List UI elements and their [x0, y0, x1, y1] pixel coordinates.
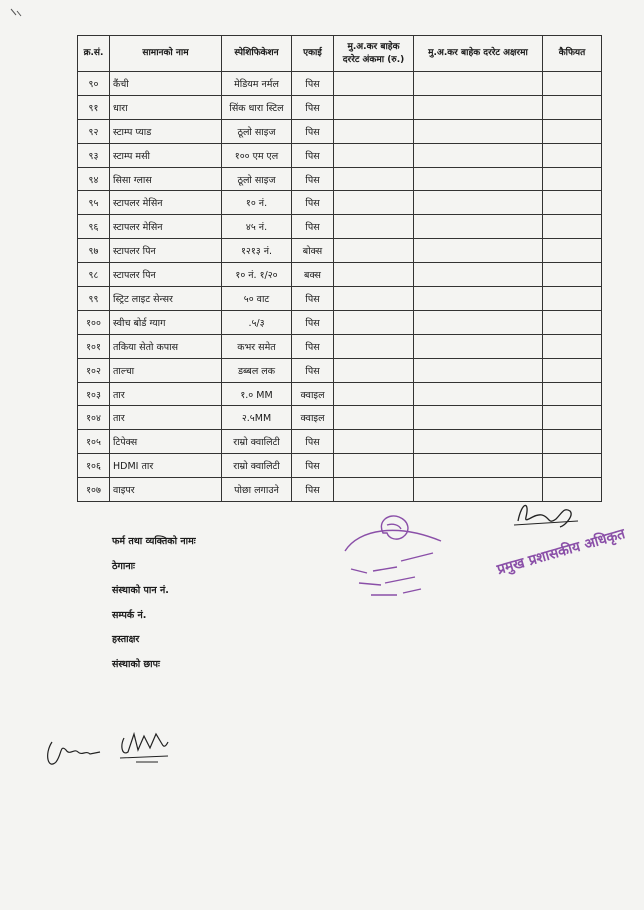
row-rate-figures	[334, 167, 414, 191]
row-remarks	[543, 310, 602, 334]
row-rate-figures	[334, 310, 414, 334]
row-name: धारा	[110, 95, 222, 119]
row-sn: ९८	[78, 263, 110, 287]
row-remarks	[543, 191, 602, 215]
row-name: स्टाम्प प्याड	[110, 119, 222, 143]
row-rate-figures	[334, 191, 414, 215]
row-rate-figures	[334, 287, 414, 311]
items-table	[77, 35, 602, 502]
row-spec: ठूलो साइज	[222, 167, 292, 191]
row-spec: १२१३ नं.	[222, 239, 292, 263]
row-unit: पिस	[292, 334, 334, 358]
row-rate-figures	[334, 406, 414, 430]
row-rate-words	[414, 263, 543, 287]
row-unit: पिस	[292, 215, 334, 239]
row-spec: ५० वाट	[222, 287, 292, 311]
row-rate-words	[414, 215, 543, 239]
row-remarks	[543, 454, 602, 478]
table-row	[78, 191, 602, 215]
pan-label: संस्थाको पान नं.	[112, 585, 169, 596]
row-remarks	[543, 430, 602, 454]
row-rate-figures	[334, 215, 414, 239]
row-unit: पिस	[292, 191, 334, 215]
row-name: सिसा ग्लास	[110, 167, 222, 191]
table-row	[78, 263, 602, 287]
row-spec: कभर समेत	[222, 334, 292, 358]
row-rate-words	[414, 310, 543, 334]
table-row	[78, 382, 602, 406]
row-rate-figures	[334, 478, 414, 502]
row-name: तार	[110, 406, 222, 430]
row-remarks	[543, 167, 602, 191]
row-rate-words	[414, 430, 543, 454]
table-row	[78, 143, 602, 167]
row-rate-words	[414, 382, 543, 406]
row-rate-figures	[334, 430, 414, 454]
row-remarks	[543, 119, 602, 143]
row-name: वाइपर	[110, 478, 222, 502]
row-unit: पिस	[292, 167, 334, 191]
row-sn: १०४	[78, 406, 110, 430]
bidder-details	[112, 534, 196, 681]
row-sn: १०२	[78, 358, 110, 382]
header-spec: स्पेशिफिकेशन	[222, 36, 292, 72]
row-rate-words	[414, 119, 543, 143]
row-rate-figures	[334, 358, 414, 382]
row-sn: ९०	[78, 72, 110, 96]
row-spec: १० नं. १/२०	[222, 263, 292, 287]
row-unit: पिस	[292, 143, 334, 167]
row-remarks	[543, 263, 602, 287]
row-name: स्टापलर पिन	[110, 239, 222, 263]
office-round-stamp	[337, 511, 449, 599]
row-unit: पिस	[292, 287, 334, 311]
row-rate-figures	[334, 382, 414, 406]
firm-name-label: फर्म तथा व्यक्तिको नामः	[112, 536, 196, 547]
row-rate-figures	[334, 239, 414, 263]
row-spec: राम्रो क्वालिटी	[222, 454, 292, 478]
row-remarks	[543, 406, 602, 430]
row-rate-words	[414, 287, 543, 311]
row-sn: ९७	[78, 239, 110, 263]
row-rate-figures	[334, 119, 414, 143]
header-sn: क्र.सं.	[78, 36, 110, 72]
row-sn: ९२	[78, 119, 110, 143]
row-unit: क्वाइल	[292, 406, 334, 430]
row-remarks	[543, 95, 602, 119]
row-name: तार	[110, 382, 222, 406]
row-unit: पिस	[292, 95, 334, 119]
table-row	[78, 72, 602, 96]
row-spec: २.५MM	[222, 406, 292, 430]
table-row	[78, 454, 602, 478]
table-row	[78, 406, 602, 430]
row-rate-figures	[334, 334, 414, 358]
header-rate-words: मु.अ.कर बाहेक दररेट अक्षरमा	[414, 36, 543, 72]
row-rate-figures	[334, 263, 414, 287]
row-name: स्टापलर मेसिन	[110, 215, 222, 239]
row-remarks	[543, 239, 602, 263]
row-name: स्टाम्प मसी	[110, 143, 222, 167]
contact-label: सम्पर्क नं.	[112, 609, 147, 621]
row-sn: ९६	[78, 215, 110, 239]
table-row	[78, 167, 602, 191]
header-rate-figures-line1: मु.अ.कर बाहेक	[347, 41, 400, 52]
row-rate-figures	[334, 72, 414, 96]
row-rate-figures	[334, 95, 414, 119]
row-rate-words	[414, 358, 543, 382]
row-rate-words	[414, 143, 543, 167]
row-name: स्ट्रिट लाइट सेन्सर	[110, 287, 222, 311]
bidder-signature	[40, 722, 180, 772]
row-spec: मेडियम नर्मल	[222, 72, 292, 96]
row-rate-words	[414, 191, 543, 215]
row-unit: बक्स	[292, 263, 334, 287]
seal-label: संस्थाको छापः	[112, 658, 160, 670]
row-rate-words	[414, 334, 543, 358]
row-sn: ९५	[78, 191, 110, 215]
row-spec: १०० एम एल	[222, 143, 292, 167]
row-remarks	[543, 382, 602, 406]
header-name: सामानको नाम	[110, 36, 222, 72]
row-spec: ठूलो साइज	[222, 119, 292, 143]
row-name: HDMI तार	[110, 454, 222, 478]
row-unit: पिस	[292, 430, 334, 454]
table-row	[78, 239, 602, 263]
row-remarks	[543, 143, 602, 167]
row-spec: पोछा लगाउने	[222, 478, 292, 502]
row-remarks	[543, 287, 602, 311]
table-header-row	[78, 36, 602, 72]
address-label: ठेगानाः	[112, 560, 135, 572]
row-spec: ४५ नं.	[222, 215, 292, 239]
table-row	[78, 215, 602, 239]
row-sn: ९१	[78, 95, 110, 119]
row-rate-words	[414, 239, 543, 263]
row-remarks	[543, 334, 602, 358]
row-name: तकिया सेतो कपास	[110, 334, 222, 358]
row-name: टिपेक्स	[110, 430, 222, 454]
row-rate-figures	[334, 454, 414, 478]
row-unit: पिस	[292, 119, 334, 143]
header-unit: एकाई	[292, 36, 334, 72]
row-sn: १०६	[78, 454, 110, 478]
header-rate-figures	[334, 36, 414, 72]
officer-signature	[512, 495, 582, 533]
row-spec: राम्रो क्वालिटी	[222, 430, 292, 454]
row-unit: पिस	[292, 454, 334, 478]
row-sn: ९३	[78, 143, 110, 167]
table-row	[78, 95, 602, 119]
row-rate-words	[414, 95, 543, 119]
row-rate-words	[414, 406, 543, 430]
row-spec: सिंक धारा स्टिल	[222, 95, 292, 119]
row-remarks	[543, 72, 602, 96]
row-spec: .५/३	[222, 310, 292, 334]
row-name: स्टापलर पिन	[110, 263, 222, 287]
table-row	[78, 334, 602, 358]
header-remarks: कैफियत	[543, 36, 602, 72]
row-rate-words	[414, 167, 543, 191]
row-rate-words	[414, 454, 543, 478]
row-name: ताल्चा	[110, 358, 222, 382]
row-name: स्टापलर मेसिन	[110, 191, 222, 215]
row-spec: १.० MM	[222, 382, 292, 406]
corner-mark	[10, 8, 24, 22]
row-sn: १०७	[78, 478, 110, 502]
table-row	[78, 287, 602, 311]
header-rate-figures-line2: दररेट अंकमा (रु.)	[342, 54, 405, 65]
row-unit: क्वाइल	[292, 382, 334, 406]
row-sn: १०१	[78, 334, 110, 358]
row-sn: ९९	[78, 287, 110, 311]
signature-label: हस्ताक्षर	[112, 634, 140, 645]
row-unit: पिस	[292, 72, 334, 96]
row-spec: १० नं.	[222, 191, 292, 215]
table-row	[78, 358, 602, 382]
row-unit: बोक्स	[292, 239, 334, 263]
row-unit: पिस	[292, 310, 334, 334]
row-sn: ९४	[78, 167, 110, 191]
row-unit: पिस	[292, 358, 334, 382]
row-rate-words	[414, 72, 543, 96]
row-sn: १०५	[78, 430, 110, 454]
chief-officer-stamp: प्रमुख प्रशासकीय अधिकृत	[495, 526, 627, 579]
row-spec: डब्बल लक	[222, 358, 292, 382]
row-sn: १०३	[78, 382, 110, 406]
row-name: स्वीच बोर्ड ग्याग	[110, 310, 222, 334]
table-row	[78, 310, 602, 334]
row-sn: १००	[78, 310, 110, 334]
row-rate-figures	[334, 143, 414, 167]
row-remarks	[543, 215, 602, 239]
row-remarks	[543, 358, 602, 382]
row-name: कैंची	[110, 72, 222, 96]
table-row	[78, 119, 602, 143]
row-unit: पिस	[292, 478, 334, 502]
table-row	[78, 430, 602, 454]
